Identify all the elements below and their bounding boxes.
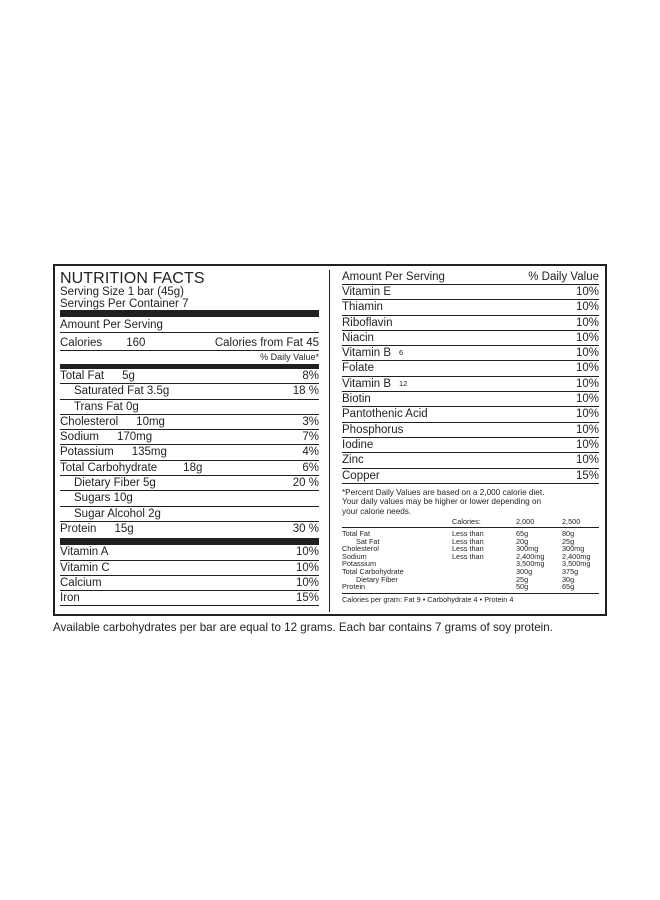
nutrient-label: Sugar Alcohol 2g (74, 507, 161, 520)
daily-value-note (342, 488, 599, 517)
right-item-row (342, 438, 599, 453)
right-item-row (342, 469, 599, 484)
nutrient-dv: 20 % (292, 477, 319, 490)
item-dv: 10% (575, 301, 599, 314)
item-dv: 10% (575, 423, 599, 436)
dv-table-cell (452, 576, 516, 584)
dv-table-cell: 20g (516, 536, 529, 546)
calories-label: Calories (60, 336, 103, 349)
nutrient-row-protein (60, 522, 319, 536)
nutrient-label: Cholesterol (60, 415, 119, 428)
amount-per-serving-label: Amount Per Serving (342, 270, 445, 283)
dv-header-cell: 2,000 (516, 518, 562, 527)
dv-table-cell: Less than (452, 551, 484, 561)
calories-per-gram: Calories per gram: Fat 9 • Carbohydrate 4 • Protein 4 (342, 593, 599, 604)
nutrient-label: Trans Fat 0g (74, 400, 139, 413)
nutrient-row-trans-fat (60, 400, 319, 415)
dv-table-cell: Cholesterol (342, 544, 379, 554)
item-label: Iodine (342, 438, 374, 451)
nutrient-dv: 18 % (292, 385, 319, 398)
nutrient-row-sugars (60, 491, 319, 506)
dv-table-cell: Total Fat (342, 528, 370, 538)
calories-row (60, 333, 319, 351)
item-dv: 10% (575, 347, 599, 360)
nutrient-label: Protein (60, 522, 97, 535)
nutrient-dv: 4% (302, 446, 319, 459)
right-item-row (342, 361, 599, 376)
item-dv: 15% (575, 469, 599, 482)
dv-table-cell: 65g (516, 528, 529, 538)
vitamin-row-iron (60, 591, 319, 606)
item-label: Riboflavin (342, 316, 393, 329)
nutrient-label: Potassium (60, 446, 114, 459)
vitamin-dv: 10% (295, 576, 319, 589)
nutrient-label: Dietary Fiber 5g (74, 477, 156, 490)
item-subscript: 6 (399, 348, 404, 358)
nutrient-amount: 10mg (136, 415, 165, 428)
nutrient-dv: 3% (302, 415, 319, 428)
item-dv: 10% (575, 362, 599, 375)
vitamin-dv: 15% (295, 592, 319, 605)
nutrient-amount: 135mg (131, 446, 167, 459)
item-label: Vitamin B (342, 377, 392, 390)
item-label: Phosphorus (342, 423, 404, 436)
dv-header-cell: Calories: (452, 518, 516, 527)
dv-table-cell: 25g (562, 536, 575, 546)
vitamin-row-a (60, 545, 319, 560)
item-dv: 10% (575, 393, 599, 406)
nutrition-facts-right (342, 269, 599, 604)
right-item-row (342, 423, 599, 438)
nutrient-row-total-carbohydrate (60, 461, 319, 476)
nutrient-row-sugar-alcohol (60, 507, 319, 522)
daily-value-header: % Daily Value (528, 270, 599, 283)
dv-table-cell: 300mg (562, 544, 585, 554)
dv-table-cell: Potassium (342, 559, 377, 569)
dv-table-cell: 375g (562, 566, 579, 576)
dv-table-cell: 65g (562, 582, 575, 592)
right-item-row (342, 392, 599, 407)
dv-table-cell: Less than (452, 536, 484, 546)
item-label: Biotin (342, 393, 371, 406)
item-label: Thiamin (342, 301, 383, 314)
right-item-row (342, 316, 599, 331)
nutrient-dv: 8% (302, 370, 319, 382)
item-label: Copper (342, 469, 380, 482)
dv-header-cell: 2,500 (562, 518, 599, 527)
right-item-row (342, 285, 599, 300)
right-item-row (342, 346, 599, 361)
daily-value-reference-table (342, 518, 599, 590)
nutrient-label: Saturated Fat 3.5g (74, 385, 170, 398)
dv-table-cell: 300mg (516, 544, 539, 554)
dv-table-cell: 50g (516, 582, 529, 592)
vitamin-label: Iron (60, 592, 80, 605)
dv-table-row (342, 583, 599, 591)
nutrient-label: Sugars 10g (74, 492, 133, 505)
dv-table-cell: Total Carbohydrate (342, 566, 404, 576)
item-subscript: 12 (399, 378, 408, 388)
nutrient-row-cholesterol (60, 415, 319, 430)
nutrient-row-saturated-fat (60, 384, 319, 399)
nutrient-amount: 170mg (117, 431, 153, 444)
vitamin-row-calcium (60, 576, 319, 591)
right-item-row (342, 300, 599, 315)
dv-table-cell: Protein (342, 582, 366, 592)
nutrient-row-dietary-fiber (60, 476, 319, 491)
vitamin-label: Vitamin C (60, 561, 110, 574)
item-dv: 10% (575, 454, 599, 467)
nutrient-label: Total Carbohydrate (60, 461, 158, 474)
dv-table-row (342, 553, 599, 561)
nutrient-dv: 7% (302, 431, 319, 444)
amount-per-serving-label: Amount Per Serving (60, 318, 163, 331)
dv-table-cell (452, 560, 516, 568)
nutrient-amount: 18g (183, 461, 203, 474)
amount-per-serving-row (60, 317, 319, 333)
note-line: *Percent Daily Values are based on a 2,000 calorie diet. (342, 487, 545, 497)
vitamin-row-c (60, 561, 319, 576)
dv-table-cell: 3,500mg (562, 559, 591, 569)
daily-value-header: % Daily Value* (260, 351, 319, 362)
nutrition-facts-panel (53, 264, 607, 616)
vitamin-label: Calcium (60, 576, 102, 589)
right-header-row (342, 269, 599, 285)
item-label: Vitamin E (342, 286, 392, 298)
nutrient-row-potassium (60, 445, 319, 460)
right-item-row (342, 407, 599, 422)
dv-table-cell: Less than (452, 544, 484, 554)
calories-value: 160 (126, 336, 146, 349)
nutrition-facts-title: NUTRITION FACTS (60, 270, 205, 287)
serving-size: Serving Size 1 bar (45g) (60, 286, 185, 298)
item-label: Niacin (342, 331, 374, 344)
dv-table-cell (452, 583, 516, 591)
item-label: Zinc (342, 454, 364, 467)
dv-table-cell: Less than (452, 528, 484, 538)
dv-table-cell: Sat Fat (356, 536, 380, 546)
dv-table-cell: 25g (516, 574, 529, 584)
column-divider (329, 270, 330, 612)
nutrient-dv: 30 % (292, 522, 319, 535)
dv-table-cell: Sodium (342, 551, 367, 561)
item-label: Pantothenic Acid (342, 408, 428, 421)
daily-value-header-row (60, 351, 319, 365)
nutrition-facts-left (60, 266, 319, 606)
vitamin-label: Vitamin A (60, 546, 109, 559)
nutrient-label: Total Fat (60, 370, 105, 382)
dv-table-cell: 300g (516, 566, 533, 576)
vitamin-dv: 10% (295, 561, 319, 574)
thick-divider (60, 310, 319, 317)
right-item-row (342, 453, 599, 468)
thick-divider (60, 538, 319, 545)
dv-table-cell (452, 568, 516, 576)
nutrient-amount: 5g (122, 370, 135, 382)
dv-table-header-row (342, 518, 599, 527)
item-label: Folate (342, 362, 374, 375)
item-dv: 10% (575, 438, 599, 451)
nutrient-label: Sodium (60, 431, 99, 444)
vitamin-dv: 10% (295, 546, 319, 559)
dv-table-cell: 80g (562, 528, 575, 538)
item-dv: 10% (575, 316, 599, 329)
servings-per-container: Servings Per Container 7 (60, 298, 189, 310)
dv-table-cell: 2,400mg (562, 551, 591, 561)
dv-table-cell: 3,500mg (516, 559, 545, 569)
nutrient-dv: 6% (302, 461, 319, 474)
item-dv: 10% (575, 286, 599, 298)
dv-table-row (342, 576, 599, 584)
right-items-list (342, 285, 599, 484)
dv-table-cell: 2,400mg (516, 551, 545, 561)
right-item-row (342, 331, 599, 346)
note-line: Your daily values may be higher or lower depending on (342, 497, 542, 507)
dv-table-cell: Dietary Fiber (356, 574, 398, 584)
item-label: Vitamin B (342, 347, 392, 360)
nutrient-amount: 15g (114, 522, 134, 535)
item-dv: 10% (575, 377, 599, 390)
item-dv: 10% (575, 331, 599, 344)
right-item-row (342, 377, 599, 392)
nutrient-row-sodium (60, 430, 319, 445)
note-line: your calorie needs. (342, 506, 412, 516)
carbohydrate-footnote: Available carbohydrates per bar are equal to 12 grams. Each bar contains 7 grams of soy protein. (53, 621, 553, 634)
calories-from-fat: Calories from Fat 45 (214, 336, 319, 349)
item-dv: 10% (575, 408, 599, 421)
dv-table-cell: 30g (562, 574, 575, 584)
nutrient-row-total-fat (60, 369, 319, 384)
dv-header-cell (342, 518, 452, 527)
